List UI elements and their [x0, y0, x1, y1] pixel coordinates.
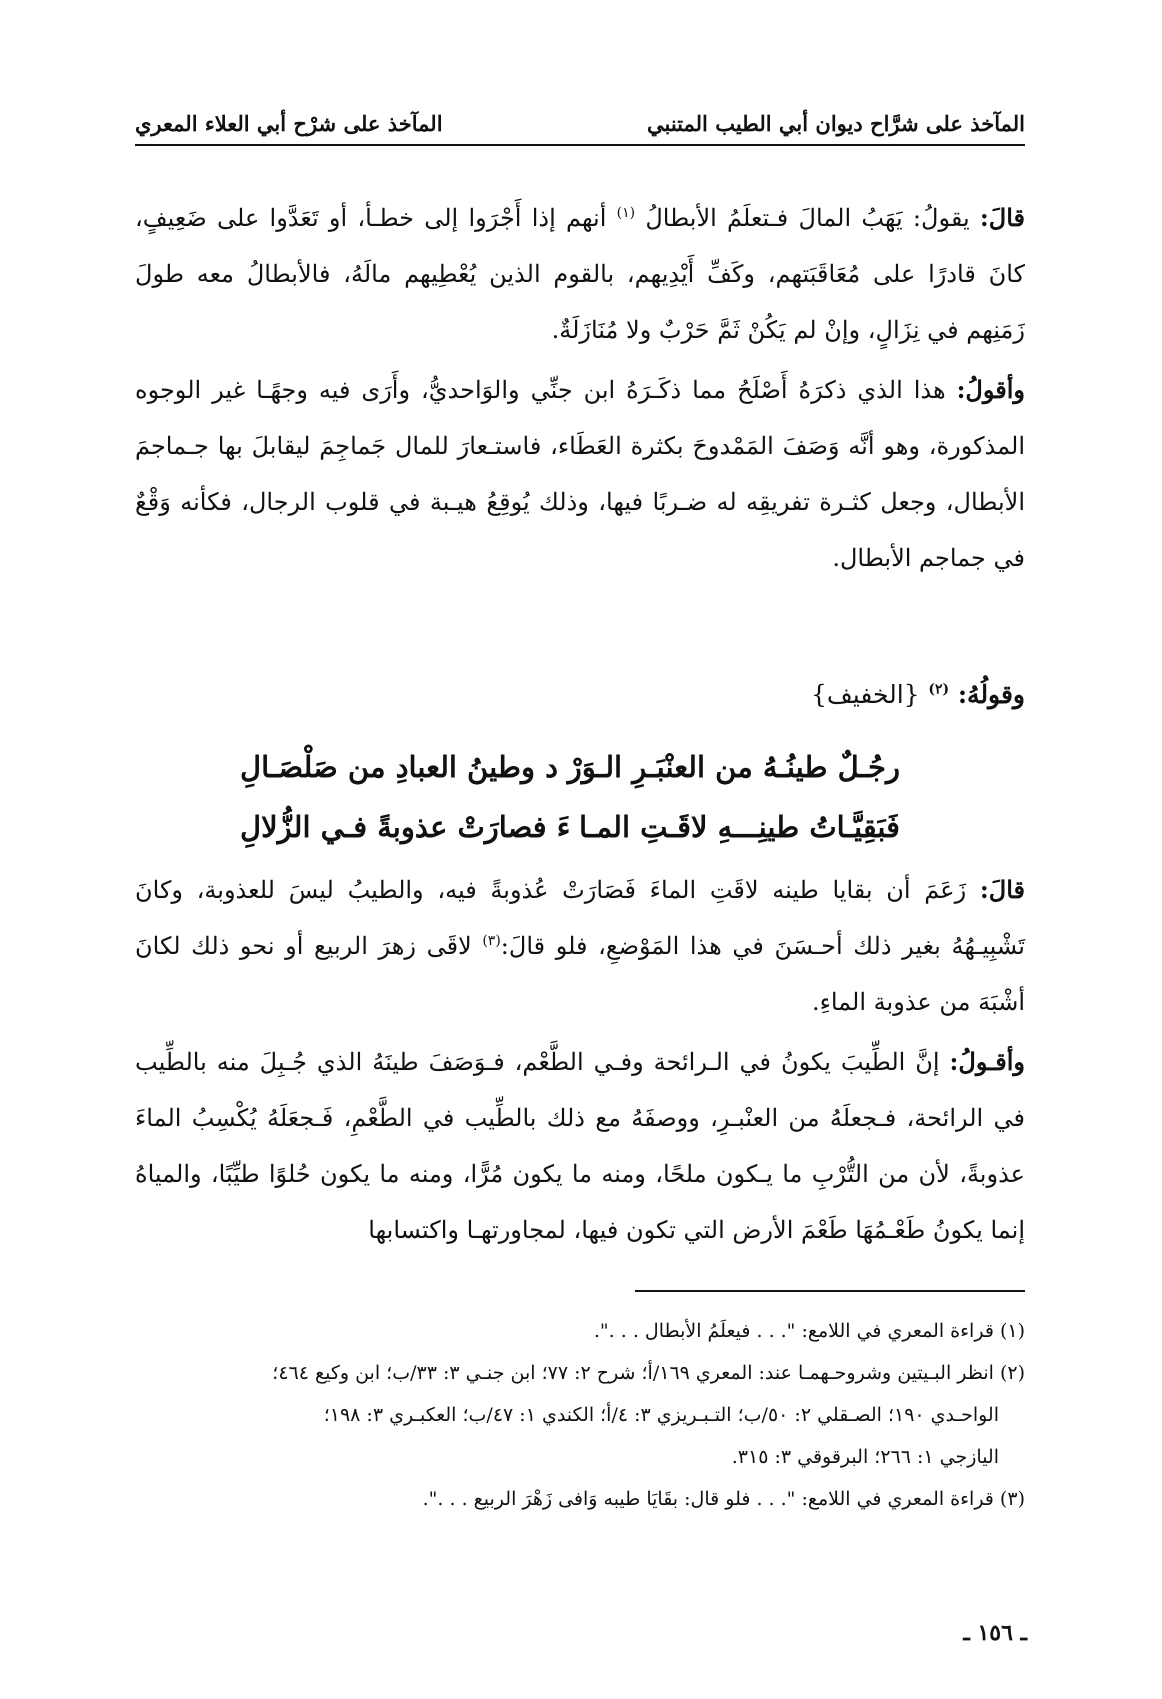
paragraph-text: أنهم إذا أَجْرَوا إلى خطـأ، أو تَعَدَّوا على ضَعِيفٍ، كانَ قادرًا على مُعَاقَبَتهم، وكَفِّ أَيْدِيهم، بالقوم الذين يُعْطِيهم مالَهُ، فالأبطالُ معه طولَ زَمَنِهم في نِزَالٍ، وإنْ لم يَكُنْ ثَمَّ حَرْبٌ ولا مُنَازَلَةٌ. [135, 204, 1025, 344]
paragraph-lead: قالَ: [979, 203, 1025, 232]
paragraph-text: هذا الذي ذكرَهُ أَصْلَحُ مما ذكَـرَهُ ابن جنِّي والوَاحديُّ، وأَرَى فيه وجهًـا غير الوجوه المذكورة، وهو أنَّه وَصَفَ المَمْدوحَ بكثرة العَطَاء، فاستـعارَ للمال جَماجِمَ ليقابلَ بها جـماجمَ الأبطال، وجعل كثـرة تفريقِه له ضـربًا فيها، وذلك يُوقِعُ هيـبة في قلوب الرجال، فكأنه وَقْعٌ في جماجم الأبطال. [135, 376, 1025, 572]
footnotes [135, 1310, 1025, 1520]
footnote-2: (٢) انظر البـيتين وشروحـهمـا عند: المعري ١٦٩/أ؛ شرح ٢: ٧٧؛ ابن جنـي ٣: ٣٣/ب؛ ابن وكيع ٤٦٤؛ [272, 1362, 1025, 1384]
paragraph-qala-1 [135, 190, 1025, 358]
footnote-ref: (١) [616, 205, 636, 221]
footnote-1: (١) قراءة المعري في اللامع: ". . . فيعلَمُ الأبطال . . .". [593, 1320, 1025, 1342]
running-header [135, 96, 1025, 136]
verse-intro-lead: وقولُهُ: [957, 680, 1025, 709]
footnote-3: (٣) قراءة المعري في اللامع: ". . . فلو قال: بقَايَا طيبه وَافى زَهْرَ الربيع . . .". [422, 1488, 1025, 1510]
paragraph-qala-2 [135, 862, 1025, 1030]
body-text-top [135, 190, 1025, 590]
footnote-2-cont: اليازجي ١: ٢٦٦؛ البرقوقي ٣: ٣١٥. [731, 1446, 999, 1468]
footnote-ref: (٢) [928, 681, 950, 698]
verse-meter: {الخفيف} [811, 680, 920, 709]
page-number: ـ ١٥٦ ـ [963, 1620, 1027, 1646]
body-text-bottom [135, 862, 1025, 1262]
header-chapter-title: المآخذ على شرْح أبي العلاء المعري [135, 111, 443, 136]
verse-line [240, 810, 900, 844]
paragraph-text: زَعَمَ أن بقايا طينه لاقَتِ الماءَ فَصَارَتْ عُذوبةً فيه، والطيبُ ليسَ للعذوبة، وكانَ تَشْبِيـهُهُ بغير ذلك أحـسَنَ في هذا المَوْضعِ، فلو قالَ: [135, 876, 1025, 960]
paragraph-text: يقولُ: يَهَبُ المالَ فـتعلَمُ الأبطالُ [645, 204, 980, 232]
verse-hemistich-first: فَبَقِيَّـاتُ طينِـــهِ لاقَـتِ المـا [579, 810, 900, 844]
paragraph-lead: وأقولُ: [956, 375, 1025, 404]
verse-hemistich-second: ءَ فصارَتْ عذوبةً فـي الزُّلالِ [240, 810, 571, 844]
footnote-ref: (٣) [482, 933, 501, 949]
footnote-2-cont: الواحـدي ١٩٠؛ الصـقلي ٢: ٥٠/ب؛ التـبـريزي ٣: ٤/أ؛ الكندي ١: ٤٧/ب؛ العكبـري ٣: ١٩٨؛ [323, 1404, 999, 1426]
verse-hemistich-first: رجُـلٌ طينُـهُ من العنْبَـرِ الـوَرْ [567, 750, 900, 784]
verse-hemistich-second: د وطينُ العبادِ من صَلْصَـالِ [240, 750, 558, 784]
paragraph-aqulu-2 [135, 1034, 1025, 1258]
verse-line [240, 750, 900, 784]
footnote-rule [635, 1290, 1025, 1292]
verse-intro [811, 680, 1025, 709]
header-rule [135, 144, 1025, 146]
paragraph-lead: قالَ: [979, 875, 1025, 904]
paragraph-text: لاقَى زهرَ الربيع أو نحو ذلك لكانَ أشْبَهَ من عذوبة الماءِ. [135, 932, 1025, 1016]
paragraph-lead: وأقـولُ: [949, 1047, 1025, 1076]
paragraph-aqulu-1 [135, 362, 1025, 586]
header-book-title: المآخذ على شرَّاح ديوان أبي الطيب المتنبي [647, 111, 1025, 136]
paragraph-text: إنَّ الطِّيبَ يكونُ في الـرائحة وفـي الطَّعْم، فـوَصَفَ طينَهُ الذي جُـبِلَ منه بالطِّيب في الرائحة، فـجعلَهُ من العنْبـرِ، ووصفَهُ مع ذلك بالطِّيب في الطَّعْمِ، فَـجعَلَهُ يُكْسِبُ الماءَ عذوبةً، لأن من التُّرْبِ ما يـكون ملحًا، ومنه ما يكون مُرًّا، ومنه ما يكون حُلوًا طيِّبًا، والمياهُ إنما يكونُ طَعْـمُهَا طَعْمَ الأرض التي تكون فيها، لمجاورتهـا واكتسابها [135, 1048, 1025, 1244]
